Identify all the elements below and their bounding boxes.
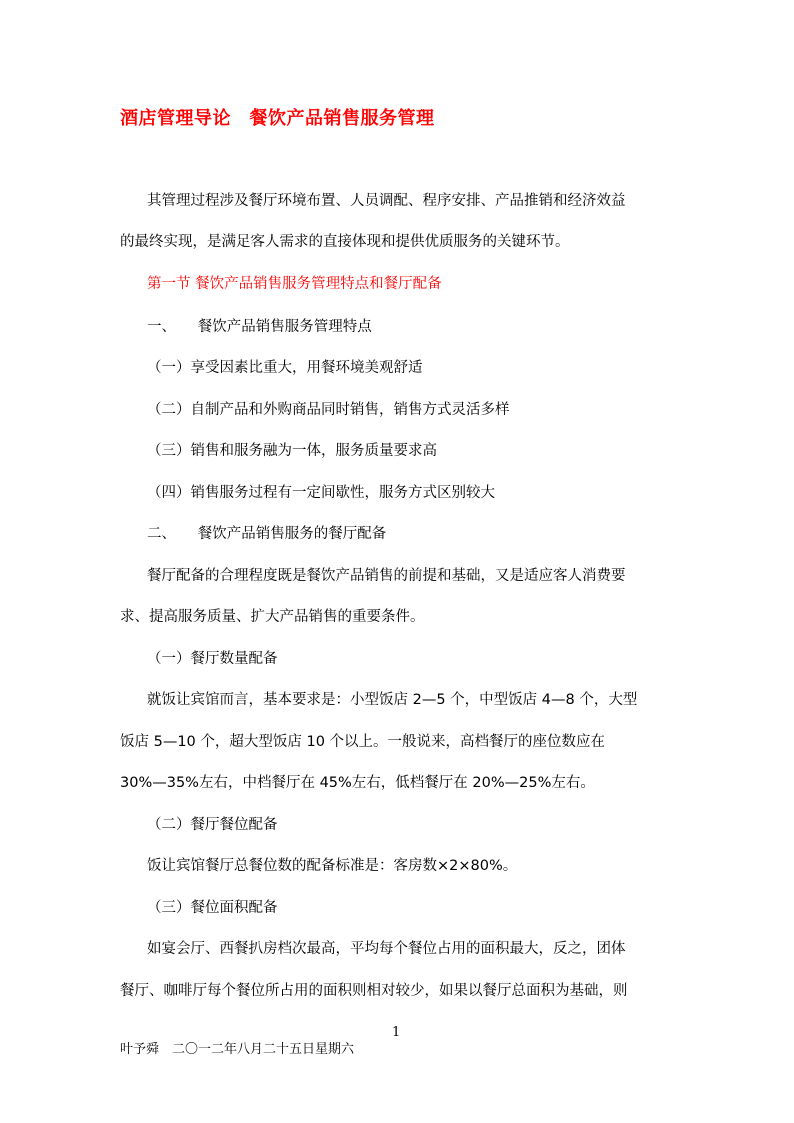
- list-item: （三）销售和服务融为一体，服务质量要求高: [147, 443, 437, 459]
- section-heading: 第一节 餐饮产品销售服务管理特点和餐厅配备: [147, 276, 442, 292]
- paragraph-line: 饭让宾馆餐厅总餐位数的配备标准是：客房数×2×80%。: [147, 858, 518, 874]
- paragraph-line: 其管理过程涉及餐厅环境布置、人员调配、程序安排、产品推销和经济效益: [147, 193, 626, 209]
- page-number: 1: [392, 1025, 401, 1040]
- document-title: 酒店管理导论 餐饮产品销售服务管理: [120, 108, 435, 129]
- subsection-heading: 一、 餐饮产品销售服务管理特点: [147, 319, 372, 335]
- paragraph-line: 的最终实现，是满足客人需求的直接体现和提供优质服务的关键环节。: [120, 234, 570, 250]
- list-item: （二）餐厅餐位配备: [147, 817, 278, 833]
- subsection-heading: 二、 餐饮产品销售服务的餐厅配备: [147, 526, 387, 542]
- paragraph-line: 如宴会厅、西餐扒房档次最高，平均每个餐位占用的面积最大，反之，团体: [147, 941, 626, 957]
- paragraph-line: 求、提高服务质量、扩大产品销售的重要条件。: [120, 609, 425, 625]
- list-item: （一）享受因素比重大，用餐环境美观舒适: [147, 360, 423, 376]
- list-item: （一）餐厅数量配备: [147, 651, 278, 667]
- list-item: （四）销售服务过程有一定间歇性，服务方式区别较大: [147, 485, 495, 501]
- paragraph-line: 30%—35%左右，中档餐厅在 45%左右，低档餐厅在 20%—25%左右。: [120, 775, 595, 791]
- paragraph-line: 餐厅、咖啡厅每个餐位所占用的面积则相对较少，如果以餐厅总面积为基础，则: [120, 983, 628, 999]
- footer-note: 叶予舜 二〇一二年八月二十五日星期六: [120, 1042, 355, 1057]
- paragraph-line: 就饭让宾馆而言，基本要求是：小型饭店 2—5 个，中型饭店 4—8 个，大型: [147, 692, 638, 708]
- list-item: （三）餐位面积配备: [147, 900, 278, 916]
- paragraph-line: 餐厅配备的合理程度既是餐饮产品销售的前提和基础，又是适应客人消费要: [147, 568, 626, 584]
- list-item: （二）自制产品和外购商品同时销售，销售方式灵活多样: [147, 402, 510, 418]
- paragraph-line: 饭店 5—10 个，超大型饭店 10 个以上。一般说来，高档餐厅的座位数应在: [120, 734, 606, 750]
